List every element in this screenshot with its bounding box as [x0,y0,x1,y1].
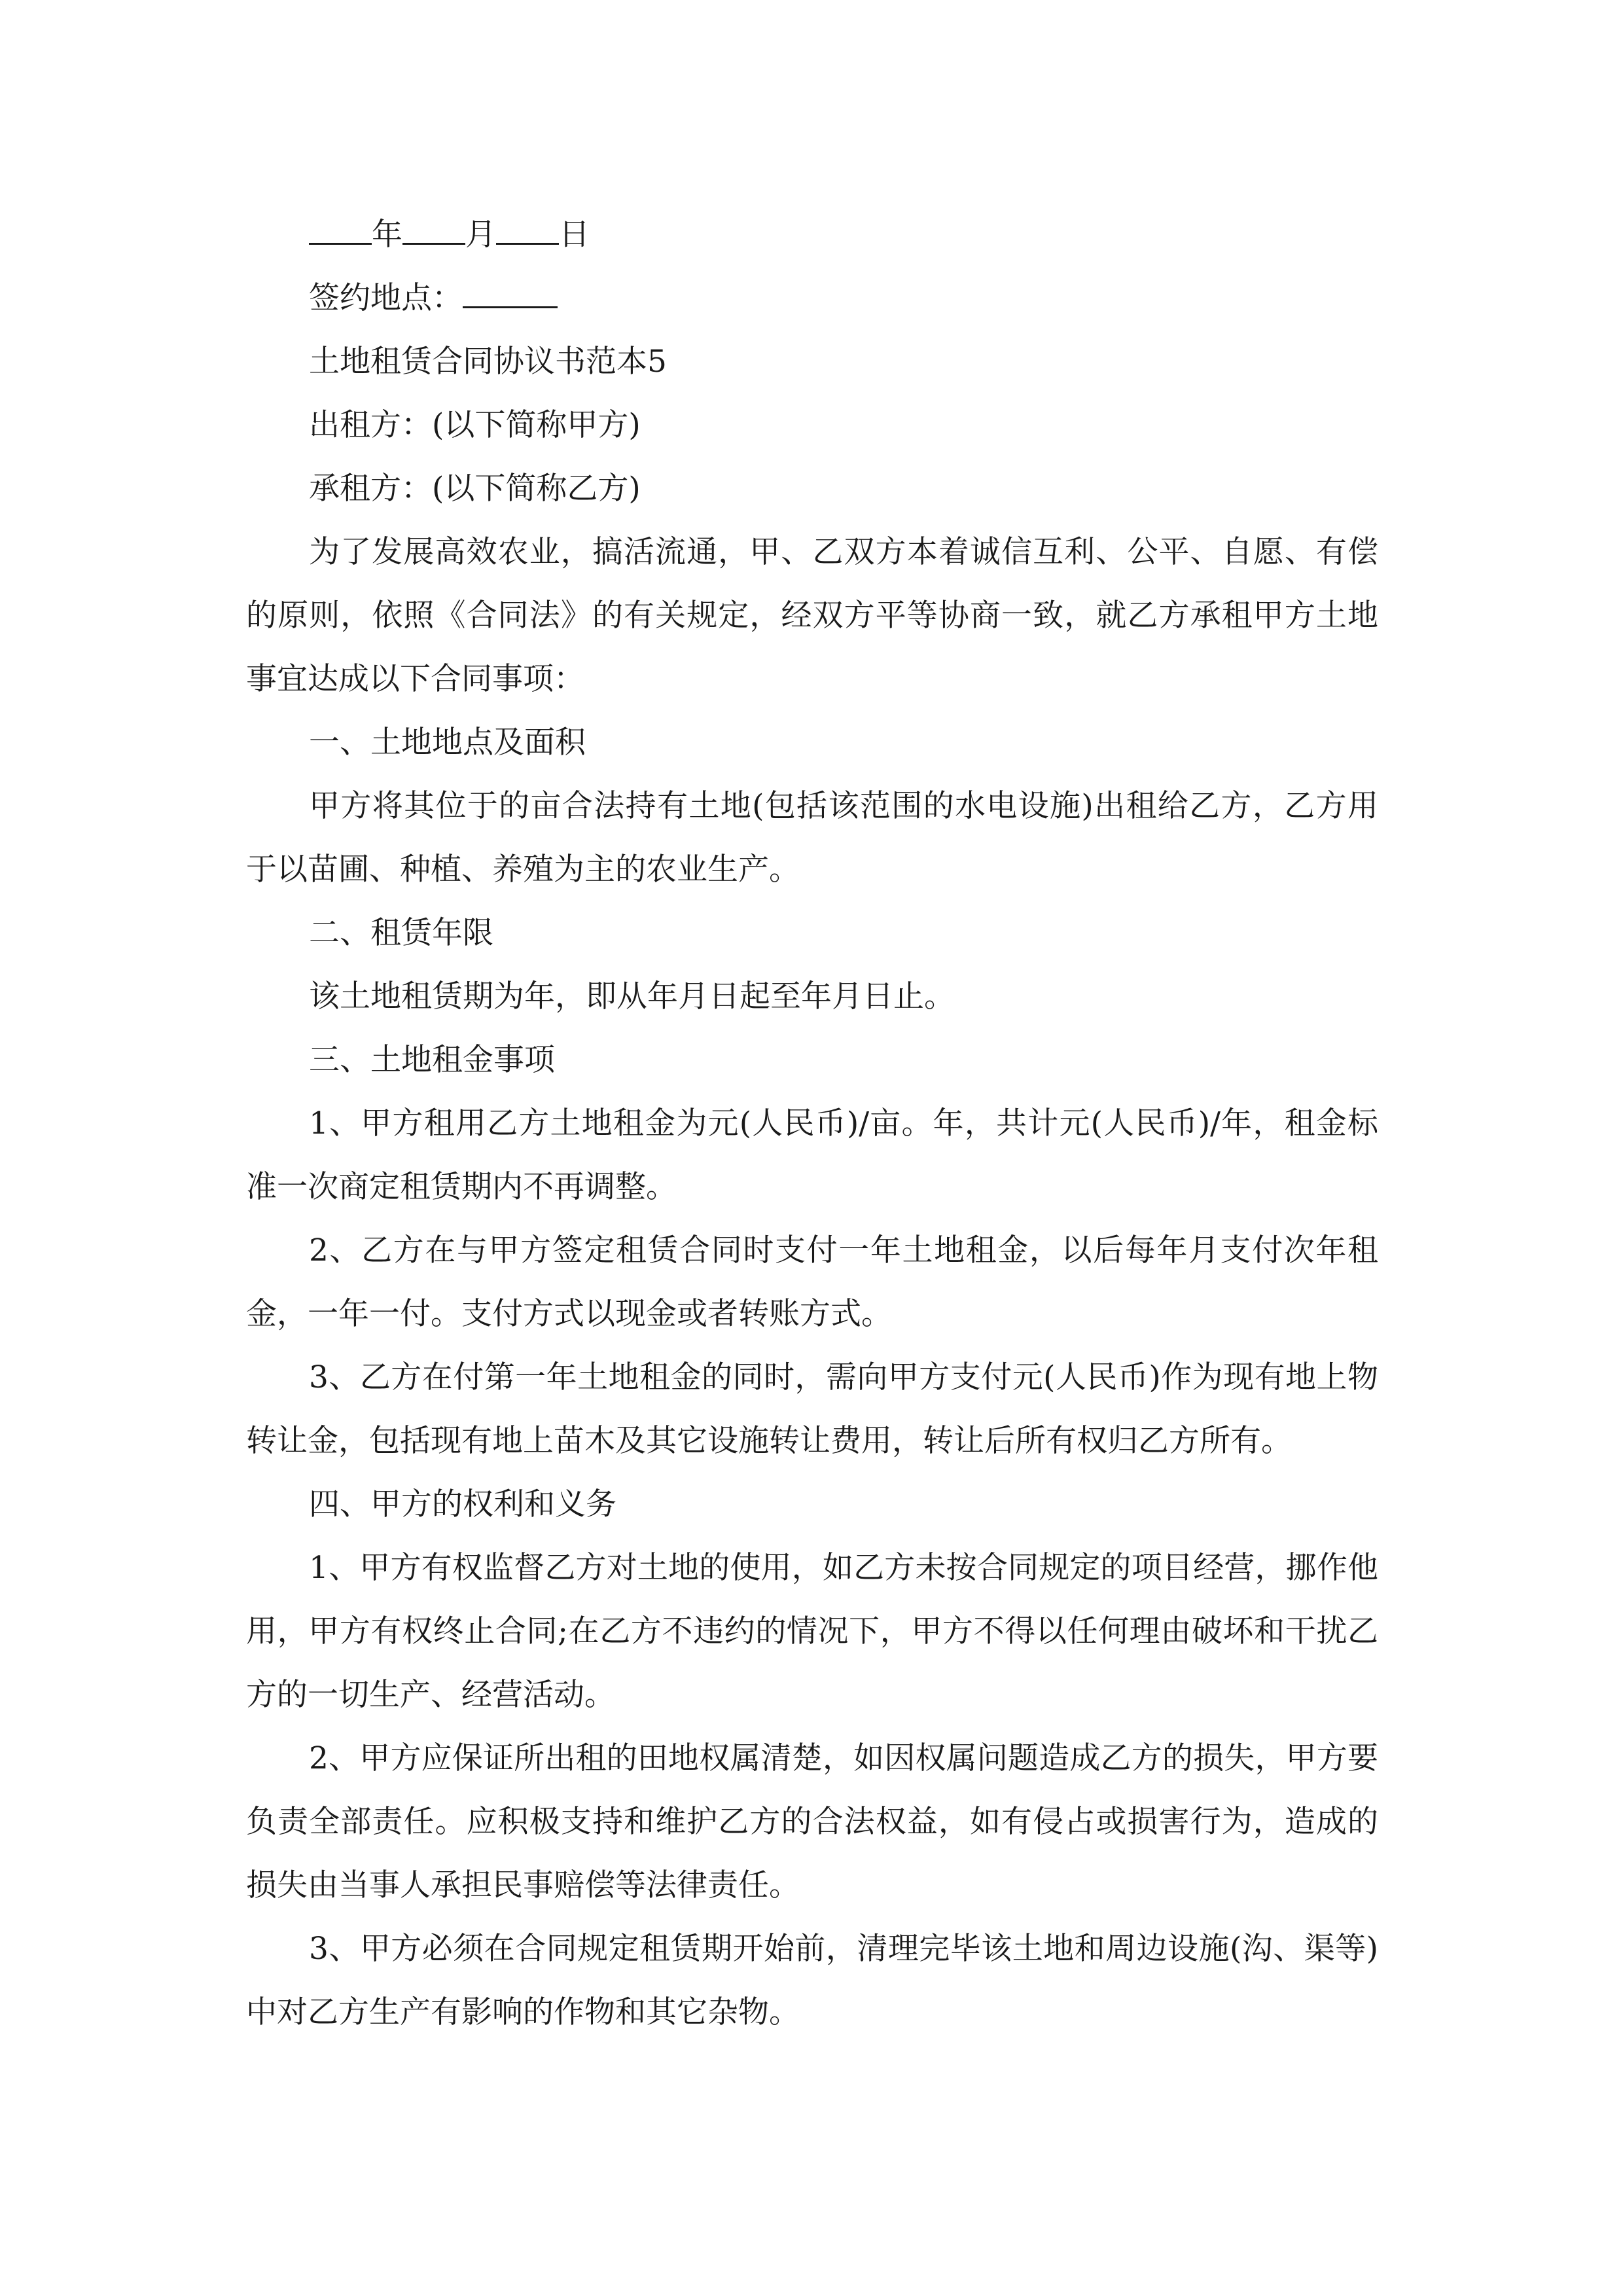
month-label: 月 [465,217,496,253]
section-heading: 三、土地租金事项 [309,1042,555,1078]
section-paragraph: 2、甲方应保证所出租的田地权属清楚，如因权属问题造成乙方的损失，甲方要负责全部责任。应积极支持和维护乙方的合法权益，如有侵占或损害行为，造成的损失由当事人承担民事赔偿等法律责任。 [246,1740,1378,1903]
section-heading: 四、甲方的权利和义务 [309,1486,616,1522]
signing-place-label: 签约地点： [309,280,463,316]
year-label: 年 [372,217,402,253]
year-blank [309,217,372,245]
intro-paragraph: 为了发展高效农业，搞活流通，甲、乙双方本着诚信互利、公平、自愿、有偿的原则，依照《合同法》的有关规定，经双方平等协商一致，就乙方承租甲方土地事宜达成以下合同事项： [246,534,1378,697]
day-label: 日 [559,217,590,253]
contract-title: 土地租赁合同协议书范本5 [309,344,667,380]
section-paragraph: 3、甲方必须在合同规定租赁期开始前，清理完毕该土地和周边设施(沟、渠等)中对乙方生产有影响的作物和其它杂物。 [246,1931,1378,2030]
section-heading: 二、租赁年限 [309,915,493,951]
day-blank [496,217,559,245]
section-paragraph: 1、甲方租用乙方土地租金为元(人民币)/亩。年，共计元(人民币)/年，租金标准一次商定租赁期内不再调整。 [246,1105,1378,1205]
signing-place-line [246,266,1378,330]
date-line [246,203,1378,266]
lessee-line: 承租方：(以下简称乙方) [309,471,641,507]
month-blank [402,217,465,245]
section-paragraph: 2、乙方在与甲方签定租赁合同时支付一年土地租金，以后每年月支付次年租金，一年一付。支付方式以现金或者转账方式。 [246,1232,1378,1332]
signing-place-blank [463,280,558,308]
document-page [246,203,1378,2044]
section-paragraph: 该土地租赁期为年，即从年月日起至年月日止。 [309,978,955,1014]
section-heading: 一、土地地点及面积 [309,725,586,761]
section-paragraph: 1、甲方有权监督乙方对土地的使用，如乙方未按合同规定的项目经营，挪作他用，甲方有权终止合同;在乙方不违约的情况下，甲方不得以任何理由破坏和干扰乙方的一切生产、经营活动。 [246,1550,1378,1713]
lessor-line: 出租方：(以下简称甲方) [309,407,641,443]
section-paragraph: 甲方将其位于的亩合法持有土地(包括该范围的水电设施)出租给乙方，乙方用于以苗圃、种植、养殖为主的农业生产。 [246,788,1378,888]
section-paragraph: 3、乙方在付第一年土地租金的同时，需向甲方支付元(人民币)作为现有地上物转让金，包括现有地上苗木及其它设施转让费用，转让后所有权归乙方所有。 [246,1359,1378,1459]
